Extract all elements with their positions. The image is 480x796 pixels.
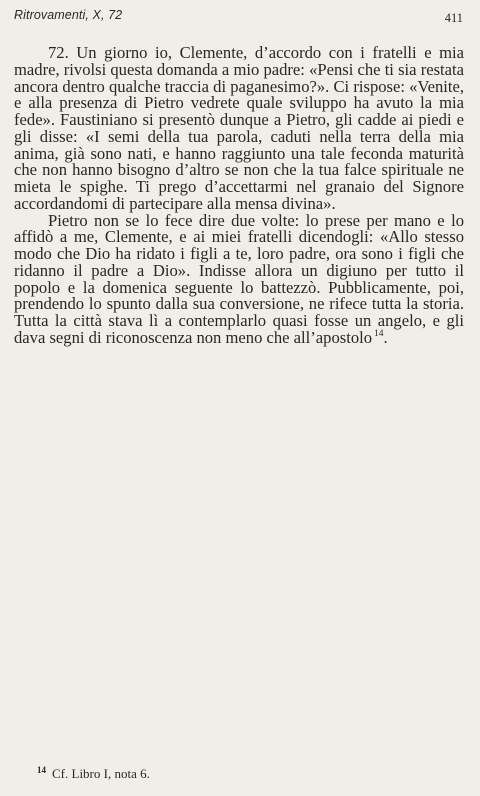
paragraph-72 [14, 45, 464, 213]
paragraph-2: Pietro non se lo fece dire due volte: lo prese per mano e lo affidò a me, Clemente, e ai miei fratelli dicendogli: «Allo stesso modo che Dio ha ridato i figli a te, loro padre, ora sono i figli che ridanno il padre a Dio». Indisse allora un digiuno per tutto il popolo e la domenica seguente lo battezzò. Pubblicamente, poi, prendendo lo spunto dalla sua conversione, ne rifece tutta la storia. Tutta la città stava lì a contemplarlo quasi fosse un angelo, e gli dava segni di riconoscenza non meno che all’apostolo $^{14}$. [14, 210, 464, 347]
main-text [14, 45, 464, 347]
footnote-reference[interactable]: 14 [374, 329, 384, 340]
footnote [37, 766, 150, 782]
page-number: 411 [444, 11, 463, 25]
paragraph-text: 72. Un giorno io, Clemente, d’accordo con i fratelli e mia madre, rivolsi questa domanda a mio padre: «Pensi che ti sia restata ancora dentro qualche traccia di paganesimo?». Ci rispose: «Venite, e alla presenza di Pietro vedrete quale sviluppo ha avuto la mia fede». Faustiniano si presentò dunque a Pietro, gli cadde ai piedi e gli disse: «I semi della tua parola, caduti nella terra della mia anima, già sono nati, e hanno raggiunto una tale feconda maturità che non hanno bisogno d’altro se non che la tua falce spirituale ne mieta le spighe. Ti prego d’accettarmi nel granaio del Signore accordandomi di partecipare alla mensa divina». [14, 43, 464, 213]
footnote-number: 14 [37, 764, 46, 775]
footnote-text: Cf. Libro I, nota 6. [52, 766, 150, 781]
paragraph-text: Pietro non se lo fece dire due volte: lo prese per mano e lo affidò a me, Clemente, e ai miei fratelli dicendogli: «Allo stesso modo che Dio ha ridato i figli a te, loro padre, ora sono i figli che ridanno il padre a Dio». Indisse allora un digiuno per tutto il popolo e la domenica seguente lo battezzò. Pubblicamente, poi, prendendo lo spunto dalla sua conversione, ne rifece tutta la storia. Tutta la città stava lì a contemplarlo quasi fosse un angelo, e gli dava segni di riconoscenza non meno che all’apostolo [14, 210, 464, 347]
running-title: Ritrovamenti, X, 72 [14, 8, 123, 22]
